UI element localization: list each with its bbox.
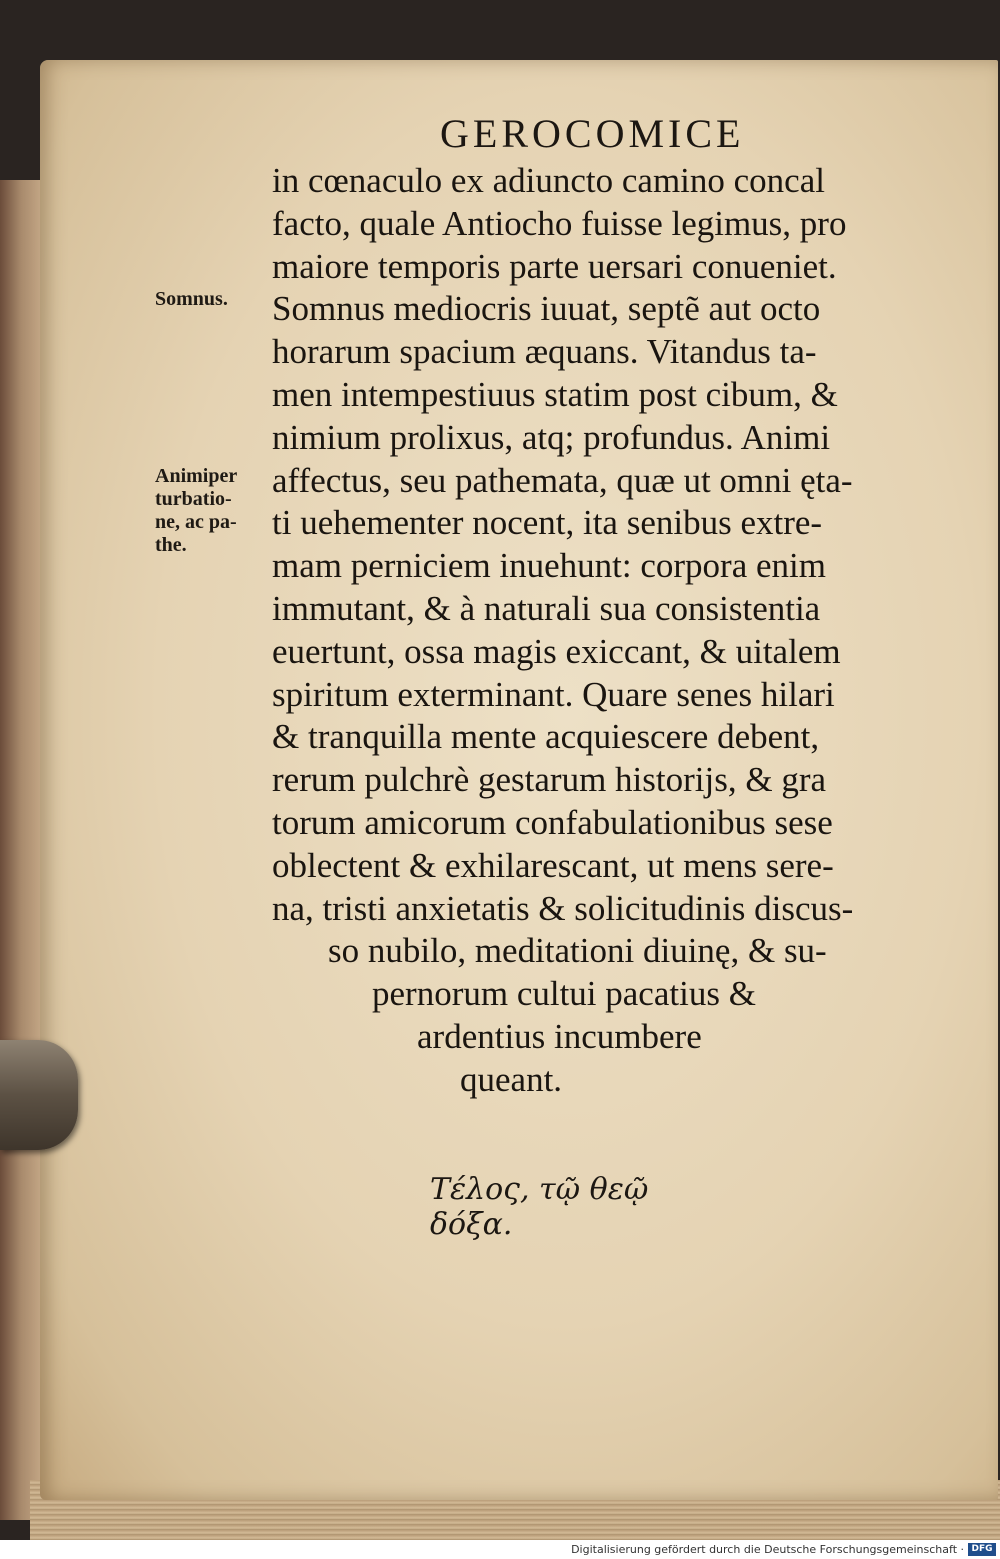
text-line: affectus, seu pathemata, quæ ut omni ęta- — [272, 460, 853, 500]
text-line: spiritum exterminant. Quare senes hilari — [272, 674, 835, 714]
text-line: torum amicorum confabulationibus sese — [272, 802, 833, 842]
text-line: maiore temporis parte uersari conueniet. — [272, 246, 837, 286]
body-text — [272, 160, 932, 1102]
dfg-logo-icon: DFG — [968, 1543, 996, 1556]
text-line: so nubilo, meditationi diuinę, & su- — [328, 931, 827, 971]
text-line: pernorum cultui pacatius & — [372, 974, 756, 1014]
text-line: na, tristi anxietatis & solicitudinis discus- — [272, 888, 854, 928]
text-line: Somnus mediocris iuuat, septẽ aut octo — [272, 289, 821, 329]
footer-credit: Digitalisierung gefördert durch die Deutsche Forschungsgemeinschaft · — [571, 1543, 964, 1556]
marginal-note-somnus: Somnus. — [155, 288, 228, 310]
running-head: GEROCOMICE — [440, 111, 745, 156]
text-line: men intempestiuus statim post cibum, & — [272, 374, 838, 414]
book-clasp — [0, 1040, 78, 1150]
text-line: horarum spacium æquans. Vitandus ta- — [272, 332, 817, 372]
marginal-note-line-4: the. — [155, 534, 187, 556]
text-line: facto, quale Antiocho fuisse legimus, pro — [272, 203, 847, 243]
text-line: queant. — [460, 1059, 563, 1099]
text-line: & tranquilla mente acquiescere debent, — [272, 717, 820, 757]
text-line: nimium prolixus, atq; profundus. Animi — [272, 417, 831, 457]
text-line: rerum pulchrè gestarum historijs, & gra — [272, 760, 827, 800]
marginal-note-line-2: turbatio- — [155, 488, 232, 510]
text-line: euertunt, ossa magis exiccant, & uitalem — [272, 631, 841, 671]
finis-line: Τέλος, τῷ θεῷ δόξα. — [430, 1172, 649, 1242]
footer-bar — [0, 1540, 1000, 1559]
marginal-note-line-3: ne, ac pa- — [155, 511, 237, 533]
text-line: immutant, & à naturali sua consistentia — [272, 588, 821, 628]
text-line: ti uehementer nocent, ita senibus extre- — [272, 503, 823, 543]
marginal-note-line-1: Animiper — [155, 465, 238, 487]
text-line: oblectent & exhilarescant, ut mens sere- — [272, 845, 834, 885]
text-line: ardentius incumbere — [417, 1016, 702, 1056]
text-line: in cœnaculo ex adiuncto camino concal — [272, 161, 825, 200]
text-line: mam perniciem inuehunt: corpora enim — [272, 546, 826, 586]
